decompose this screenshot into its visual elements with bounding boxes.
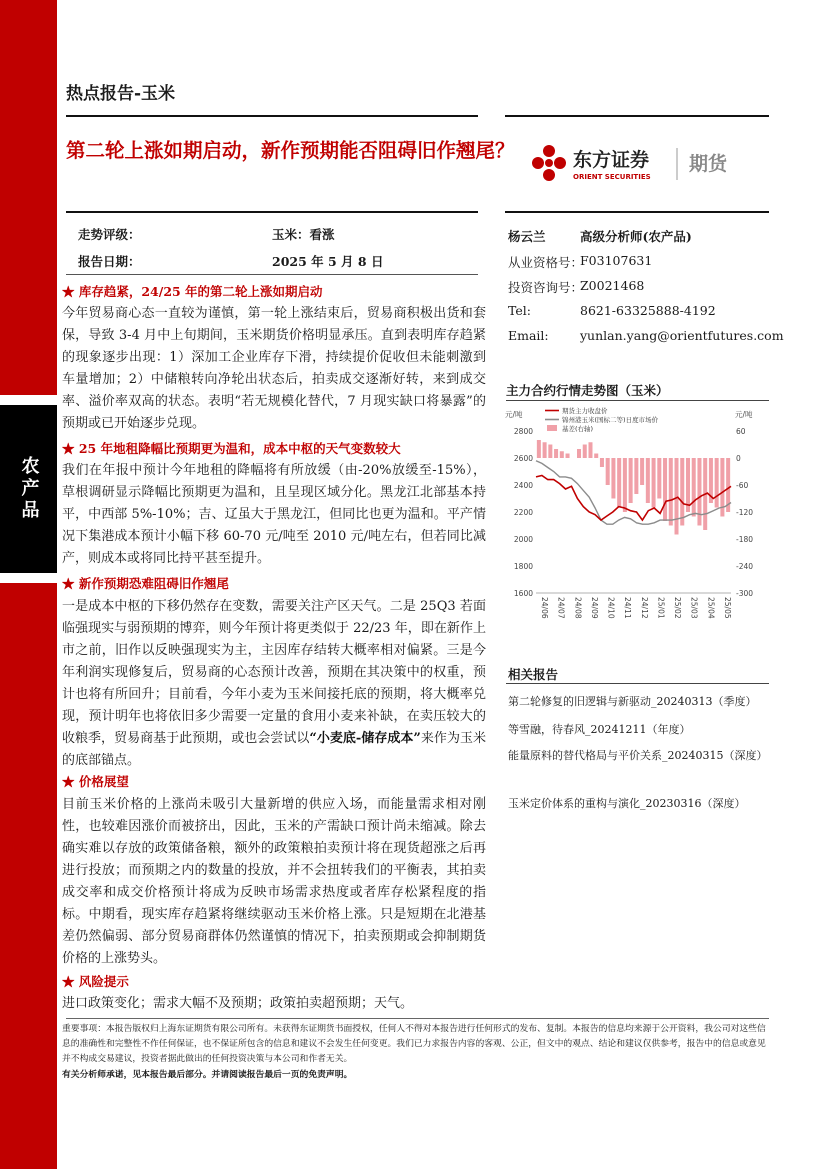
side-category-label: 农产品: [0, 405, 57, 573]
footer-notice: 重要事项：本报告版权归上海东证期货有限公司所有。未获得东证期货书面授权，任何人不得对本报告进行任何形式的发布、复制。本报告的信息均来源于公开资料，我公司对这些信息的准确性和完整性不作任何保证，也不保证所包含的信息和建议不会发生任何变更。我们已力求报告内容的客观、公正，但文中的观点、结论和建议仅供参考，报告中的信息或意见并不构成交易建议，投资者据此做出的任何投资决策与本公司和作者无关。: [62, 1024, 766, 1064]
y-tick-left: 1600: [513, 589, 533, 598]
analyst-value: 8621-63325888-4192: [580, 303, 716, 318]
basis-bar: [657, 458, 661, 499]
y-tick-left: 2400: [513, 481, 533, 490]
y-tick-left: 2200: [513, 508, 533, 517]
basis-bar: [623, 458, 627, 512]
basis-bar: [634, 458, 638, 494]
related-report-link[interactable]: 等雪融，待春风_20241211（年度）: [508, 723, 691, 736]
section-body: [62, 596, 486, 772]
basis-bar: [646, 458, 650, 503]
section-heading: ★ 库存趋紧，24/25 年的第二轮上涨如期启动: [62, 284, 323, 299]
basis-bar: [617, 458, 621, 508]
report-type: 热点报告-玉米: [66, 84, 176, 104]
company-logo: [529, 142, 769, 186]
legend-label: 期货主力收盘价: [562, 407, 608, 415]
x-tick: 24/06: [540, 597, 549, 619]
basis-bar: [583, 445, 587, 459]
x-tick: 25/04: [706, 597, 716, 619]
divider: [505, 115, 769, 117]
y-tick-right: -300: [736, 589, 754, 598]
basis-bar: [543, 442, 547, 458]
x-tick: 24/11: [623, 597, 633, 619]
section-body: 目前玉米价格的上涨尚未吸引大量新增的供应入场，而能量需求相对刚性，也较难因涨价而被挤出，因此，玉米的产需缺口预计尚未缩减。除去确实难以存放的政策储备粮，额外的政策粮拍卖预计将在现货超涨之后再进行投放；而预期之内的数量的投放，并不会扭转我们的平衡表，其拍卖成交率和成交价格预计将成为反映市场需求热度或者库存松紧程度的指标。中期看，现实库存趋紧将继续驱动玉米价格上涨。只是短期在北港基差仍然偏弱、部分贸易商群体仍然谨慎的情况下，拍卖预期或会抑制期货价格的上涨势头。: [62, 797, 486, 966]
y-tick-left: 1800: [513, 562, 533, 571]
x-tick: 24/08: [573, 597, 583, 619]
basis-bar: [600, 458, 604, 467]
body-text: 一是成本中枢的下移仍然存在变数，需要关注产区天气。二是 25Q3 若面临强现实与弱预期的博弈，则今年预计将更类似于 22/23 年，即在新作上市之前，旧作以反映强现实为主，主因库存结转大概率相对偏紧。三是今年利润实现修复后，贸易商的心态预计改善，预期在其决策中的权重，预计也将有所回升；目前看，今年小麦为玉米间接托底的预期，将大概率兑现，预计明年也将依旧多少需要一定量的食用小麦来补缺，在卖压较大的收粮季，贸易商基于此预期，或也会尝试以: [62, 599, 486, 746]
analyst-label: 从业资格号：: [508, 255, 584, 270]
related-report-link[interactable]: 能量原料的替代格局与平价关系_20240315（深度）: [508, 749, 768, 762]
divider: [505, 211, 769, 213]
divider: [66, 211, 478, 213]
y-tick-left: 2000: [513, 535, 533, 544]
logo-name-cn: 东方证券: [573, 149, 650, 171]
y-tick-right: 60: [736, 427, 746, 436]
basis-bar: [669, 458, 673, 526]
spot-price-line: [536, 461, 731, 525]
basis-bar: [537, 440, 541, 458]
related-report-link[interactable]: 第二轮修复的旧逻辑与新驱动_20240313（季度）: [508, 695, 757, 708]
divider: [506, 400, 769, 401]
basis-bar: [560, 451, 564, 458]
basis-bar: [629, 458, 633, 503]
analyst-name: 杨云兰: [508, 229, 546, 244]
basis-bar: [566, 454, 570, 459]
basis-bar: [680, 458, 684, 526]
report-title: 第二轮上涨如期启动，新作预期能否阻碍旧作翘尾？: [66, 139, 515, 162]
related-report-link[interactable]: 玉米定价体系的重构与演化_20230316（深度）: [508, 797, 746, 810]
basis-bar: [675, 458, 679, 535]
rating-value: 玉米：看涨: [272, 227, 335, 242]
section-heading: ★ 25 年地租降幅比预期更为温和，成本中枢的天气变数较大: [62, 441, 401, 456]
related-heading: 相关报告: [508, 667, 559, 682]
x-tick: 25/03: [689, 597, 699, 619]
y-axis-right-unit: 元/吨: [735, 410, 753, 419]
analyst-email[interactable]: yunlan.yang@orientfutures.com: [580, 328, 784, 343]
x-tick: 24/10: [606, 597, 616, 619]
basis-bar: [715, 458, 719, 508]
x-tick: 25/02: [673, 597, 683, 619]
footer-commitment: 有关分析师承诺，见本报告最后部分。并请阅读报告最后一页的免责声明。: [62, 1070, 353, 1080]
basis-bar: [640, 458, 644, 485]
analyst-value: Z0021468: [580, 278, 645, 293]
x-tick: 25/01: [656, 597, 666, 619]
divider: [66, 274, 478, 275]
analyst-value: F03107631: [580, 253, 653, 268]
legend-label: 锦州港玉米(国标二等)日度市场价: [562, 416, 659, 424]
chart-title: 主力合约行情走势图（玉米）: [506, 383, 669, 398]
analyst-label: Email:: [508, 328, 549, 343]
section-body: 今年贸易商心态一直较为谨慎，第一轮上涨结束后，贸易商积极出货和套保，导致 3-4 月中上旬期间，玉米期货价格明显承压。直到表明库存趋紧的现象逐步出现：1）深加工企业库存下滑，持续提价促收但未能刺激到车量增加；2）中储粮转向净轮出状态后，拍卖成交逐渐好转，来到成交率、溢价率双高的状态。表明“若无规模化替代，7 月现实缺口将暴露”的预期或已开始逐步兑现。: [62, 306, 486, 431]
y-tick-left: 2600: [513, 454, 533, 463]
divider: [506, 683, 769, 684]
legend-swatch: [547, 425, 557, 431]
section-heading: ★ 新作预期恐难阻碍旧作翘尾: [62, 576, 229, 591]
y-tick-right: -240: [736, 562, 754, 571]
analyst-label: Tel:: [508, 303, 531, 318]
y-tick-left: 2800: [513, 427, 533, 436]
body-text: 来作为玉米的底部锚点。: [62, 731, 486, 768]
basis-bar: [577, 449, 581, 458]
divider: [66, 1018, 769, 1019]
section-body: 进口政策变化；需求大幅不及预期；政策拍卖超预期；天气。: [62, 996, 414, 1011]
basis-bar: [697, 458, 701, 526]
price-chart: [503, 405, 769, 637]
basis-bar: [588, 442, 592, 458]
bold-phrase: “小麦底-储存成本”: [309, 731, 421, 746]
section-body: 我们在年报中预计今年地租的降幅将有所放缓（由-20%放缓至-15%），草根调研显示降幅比预期更为温和，且呈现区域分化。黑龙江北部基本持平，中西部 5%-10%；吉、辽虽大于黑龙江，但同比也更为温和。平产情况下集港成本预计小幅下移 60-70 元/吨至 2010 元/吨左右，但若同比减产，则成本或将同比持平甚至提升。: [62, 463, 486, 566]
y-tick-right: 0: [736, 454, 741, 463]
section-heading: ★ 价格展望: [62, 774, 129, 789]
basis-bar: [606, 458, 610, 485]
date-value: 2025 年 5 月 8 日: [272, 254, 384, 269]
date-label: 报告日期：: [78, 254, 141, 269]
basis-bar: [611, 458, 615, 499]
divider: [66, 115, 478, 117]
basis-bar: [652, 458, 656, 508]
y-axis-left-unit: 元/吨: [505, 410, 523, 419]
analyst-label: 投资咨询号：: [508, 280, 584, 295]
logo-name-en: ORIENT SECURITIES: [573, 173, 651, 181]
y-tick-right: -180: [736, 535, 754, 544]
futures-price-line: [536, 476, 731, 521]
side-bar-top: [0, 0, 57, 395]
chart-svg: [503, 405, 769, 637]
y-tick-right: -120: [736, 508, 754, 517]
basis-bar: [594, 454, 598, 459]
x-tick: 25/05: [723, 597, 732, 619]
rating-label: 走势评级：: [78, 227, 141, 242]
y-tick-right: -60: [736, 481, 749, 490]
basis-bar: [548, 445, 552, 459]
x-tick: 24/12: [639, 597, 649, 619]
orient-logo-icon: [529, 142, 769, 186]
x-tick: 24/09: [589, 597, 599, 619]
basis-bar: [663, 458, 667, 521]
basis-bar: [554, 449, 558, 458]
section-heading: ★ 风险提示: [62, 974, 129, 989]
analyst-title: 高级分析师(农产品): [580, 229, 692, 244]
basis-bar: [692, 458, 696, 517]
logo-division: 期货: [689, 153, 728, 175]
side-bar-bottom: [0, 583, 57, 1169]
legend-label: 基差(右轴): [562, 425, 594, 433]
x-tick: 24/07: [556, 597, 566, 619]
